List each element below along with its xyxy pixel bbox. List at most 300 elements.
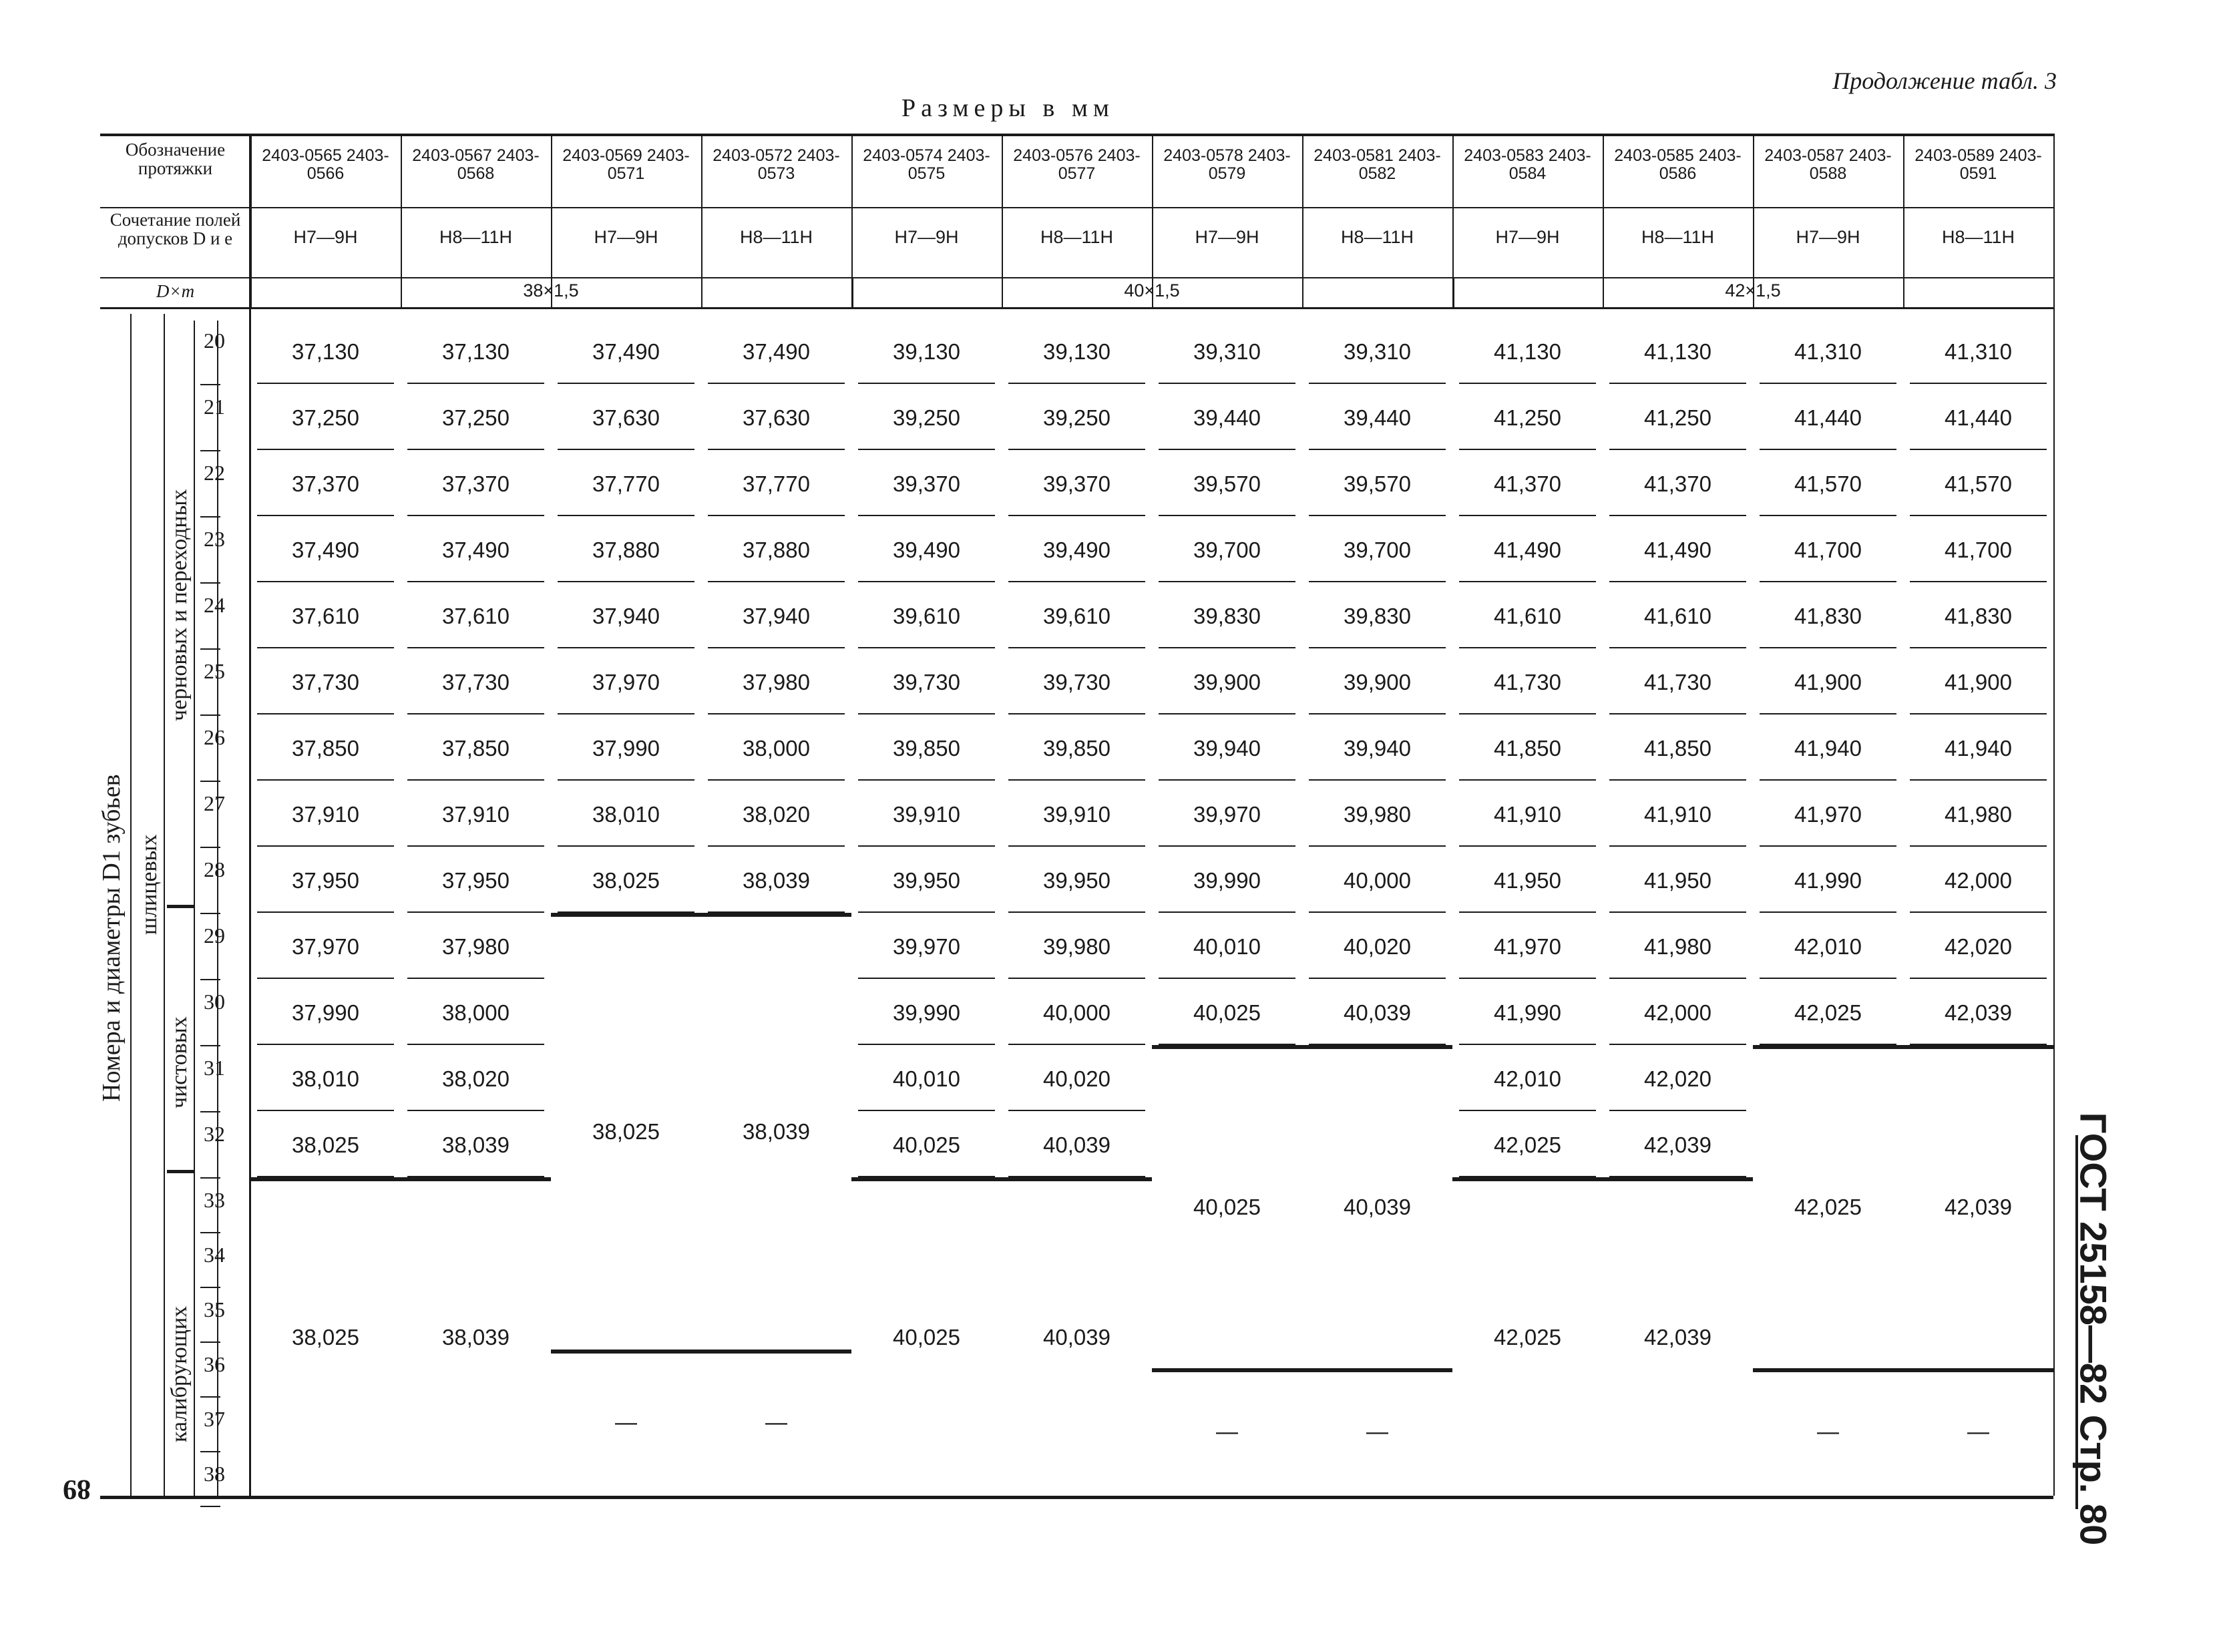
table-bottom-rule xyxy=(100,1496,2053,1499)
tooth-rule xyxy=(200,1396,220,1398)
data-cell: 41,900 xyxy=(1794,670,1862,694)
step-boundary xyxy=(1302,1045,1452,1049)
data-cell: 37,770 xyxy=(592,471,660,496)
cell-rule xyxy=(1008,713,1145,714)
data-cell: 39,910 xyxy=(893,802,960,827)
data-cell: 37,950 xyxy=(442,868,510,893)
cell-rule xyxy=(1159,713,1295,714)
data-cell: 41,910 xyxy=(1494,802,1561,827)
cell-rule xyxy=(1159,449,1295,450)
designation-code: 2403-0565 2403-0566 xyxy=(262,146,389,183)
data-cell: 42,000 xyxy=(1945,868,2012,893)
cell-rule xyxy=(1459,1110,1596,1111)
data-cell: 42,039 xyxy=(1644,1132,1711,1157)
cell-rule xyxy=(257,1110,394,1111)
cell-rule xyxy=(407,779,544,781)
data-cell: 37,130 xyxy=(442,339,510,364)
merged-cell: 40,025 xyxy=(893,1324,960,1350)
header-rule xyxy=(100,307,2053,309)
data-cell: 39,610 xyxy=(893,604,960,628)
data-cell: 39,440 xyxy=(1193,405,1261,430)
data-cell: 42,020 xyxy=(1945,934,2012,959)
cell-rule xyxy=(1459,647,1596,648)
cell-rule xyxy=(558,383,694,384)
cell-rule xyxy=(858,581,995,582)
data-cell: 39,250 xyxy=(1043,405,1110,430)
tooth-rule xyxy=(200,1111,220,1112)
cell-rule xyxy=(407,581,544,582)
data-cell: 40,020 xyxy=(1043,1066,1110,1091)
dxm-group: 38×1,5 xyxy=(523,280,579,300)
tolerance-value: H7—9H xyxy=(1796,227,1860,247)
data-cell: 41,730 xyxy=(1644,670,1711,694)
cell-rule xyxy=(558,845,694,847)
cell-rule xyxy=(407,647,544,648)
step-boundary xyxy=(1903,1045,2053,1049)
cell-rule xyxy=(407,845,544,847)
step-boundary xyxy=(250,1177,401,1181)
data-cell: 37,970 xyxy=(592,670,660,694)
data-cell: 39,980 xyxy=(1043,934,1110,959)
cell-rule xyxy=(1910,713,2047,714)
cell-rule xyxy=(1910,581,2047,582)
units-caption: Размеры в мм xyxy=(901,94,1115,122)
header-top-rule xyxy=(100,134,2053,136)
tooth-rule xyxy=(200,979,220,980)
data-cell: 37,250 xyxy=(442,405,510,430)
header-rule xyxy=(100,207,2053,208)
cell-rule xyxy=(1159,779,1295,781)
data-cell: 39,310 xyxy=(1344,339,1411,364)
data-cell: 41,570 xyxy=(1945,471,2012,496)
data-cell: 39,950 xyxy=(1043,868,1110,893)
cell-rule xyxy=(1459,449,1596,450)
data-cell: 38,000 xyxy=(743,736,810,761)
data-cell: 41,980 xyxy=(1644,934,1711,959)
cell-rule xyxy=(257,1044,394,1045)
tooth-number: 31 xyxy=(204,1056,225,1080)
data-cell: 41,310 xyxy=(1794,339,1862,364)
group-rough-label: черновых и переходных xyxy=(167,489,192,721)
cell-rule xyxy=(1459,845,1596,847)
data-cell: 39,310 xyxy=(1193,339,1261,364)
step-boundary xyxy=(401,1177,551,1181)
group-separator xyxy=(167,905,194,908)
data-cell: 39,940 xyxy=(1193,736,1261,761)
cell-rule xyxy=(858,449,995,450)
step-boundary xyxy=(1152,1368,1302,1372)
step-boundary xyxy=(1903,1368,2053,1372)
tooth-rule xyxy=(200,450,220,451)
label-rule xyxy=(164,314,165,1496)
cell-rule xyxy=(708,383,845,384)
dash-cell: — xyxy=(1967,1418,1989,1444)
data-cell: 37,370 xyxy=(442,471,510,496)
data-cell: 39,440 xyxy=(1344,405,1411,430)
data-cell: 37,970 xyxy=(292,934,359,959)
data-cell: 37,980 xyxy=(743,670,810,694)
data-cell: 41,970 xyxy=(1794,802,1862,827)
cell-rule xyxy=(858,515,995,516)
merged-cell: 38,039 xyxy=(743,1119,810,1144)
step-boundary xyxy=(1002,1177,1152,1181)
data-cell: 41,950 xyxy=(1644,868,1711,893)
data-cell: 39,610 xyxy=(1043,604,1110,628)
data-cell: 39,970 xyxy=(893,934,960,959)
cell-rule xyxy=(1910,978,2047,979)
step-boundary xyxy=(701,1350,851,1354)
cell-rule xyxy=(1008,383,1145,384)
tooth-rule xyxy=(200,1177,220,1179)
tolerance-value: H7—9H xyxy=(1195,227,1259,247)
tooth-number: 35 xyxy=(204,1297,225,1321)
data-cell: 37,990 xyxy=(292,1000,359,1025)
data-cell: 41,440 xyxy=(1945,405,2012,430)
cell-rule xyxy=(1459,515,1596,516)
designation-label: Обозначение протяжки xyxy=(125,140,226,178)
designation-code: 2403-0569 2403-0571 xyxy=(562,146,690,183)
data-cell: 41,990 xyxy=(1794,868,1862,893)
axis-label: Номера и диаметры D1 зубьев xyxy=(97,774,126,1102)
data-cell: 41,130 xyxy=(1644,339,1711,364)
designation-code: 2403-0587 2403-0588 xyxy=(1764,146,1892,183)
cell-rule xyxy=(1459,383,1596,384)
designation-code: 2403-0567 2403-0568 xyxy=(412,146,540,183)
data-cell: 37,490 xyxy=(592,339,660,364)
designation-code: 2403-0578 2403-0579 xyxy=(1163,146,1291,183)
merged-cell: 42,039 xyxy=(1644,1324,1711,1350)
data-cell: 41,570 xyxy=(1794,471,1862,496)
data-cell: 40,039 xyxy=(1344,1000,1411,1025)
data-cell: 37,850 xyxy=(442,736,510,761)
data-cell: 37,770 xyxy=(743,471,810,496)
merged-cell: 38,025 xyxy=(292,1324,359,1350)
designation-code: 2403-0576 2403-0577 xyxy=(1013,146,1141,183)
step-boundary xyxy=(851,1177,1002,1181)
designation-code: 2403-0574 2403-0575 xyxy=(863,146,990,183)
data-cell: 39,850 xyxy=(893,736,960,761)
tooth-number: 30 xyxy=(204,990,225,1014)
data-cell: 41,940 xyxy=(1794,736,1862,761)
cell-rule xyxy=(1309,713,1446,714)
tooth-number: 33 xyxy=(204,1188,225,1212)
cell-rule xyxy=(1159,647,1295,648)
tolerance-value: H8—11H xyxy=(1641,227,1715,247)
tooth-rule xyxy=(200,1232,220,1233)
cell-rule xyxy=(858,845,995,847)
data-cell: 41,490 xyxy=(1494,538,1561,562)
cell-rule xyxy=(858,1110,995,1111)
tooth-rule xyxy=(200,1506,220,1507)
tooth-number: 29 xyxy=(204,923,225,948)
data-cell: 40,025 xyxy=(893,1132,960,1157)
merged-cell: 40,039 xyxy=(1344,1195,1411,1219)
dash-cell: — xyxy=(1216,1418,1238,1444)
cell-rule xyxy=(708,779,845,781)
data-cell: 39,940 xyxy=(1344,736,1411,761)
data-cell: 41,910 xyxy=(1644,802,1711,827)
data-cell: 41,830 xyxy=(1945,604,2012,628)
dxm-group: 42×1,5 xyxy=(1725,280,1781,300)
cell-rule xyxy=(1760,515,1896,516)
cell-rule xyxy=(257,911,394,913)
cell-rule xyxy=(1910,647,2047,648)
step-boundary xyxy=(551,913,701,917)
data-cell: 38,000 xyxy=(442,1000,510,1025)
tooth-number: 20 xyxy=(204,329,225,353)
data-cell: 42,025 xyxy=(1494,1132,1561,1157)
cell-rule xyxy=(257,713,394,714)
group-finish-label: чистовых xyxy=(167,1016,192,1108)
cell-rule xyxy=(1760,911,1896,913)
merged-cell: 38,039 xyxy=(442,1324,510,1350)
tolerance-label: Сочетание полей допусков D и e xyxy=(110,210,241,248)
data-cell: 39,900 xyxy=(1193,670,1261,694)
cell-rule xyxy=(1609,978,1746,979)
cell-rule xyxy=(1459,713,1596,714)
cell-rule xyxy=(1609,383,1746,384)
cell-rule xyxy=(1008,647,1145,648)
step-boundary xyxy=(701,913,851,917)
cell-rule xyxy=(1459,779,1596,781)
data-cell: 37,630 xyxy=(592,405,660,430)
data-cell: 37,370 xyxy=(292,471,359,496)
cell-rule xyxy=(1309,779,1446,781)
cell-rule xyxy=(1309,911,1446,913)
tooth-rule xyxy=(200,582,220,584)
step-boundary xyxy=(1452,1177,1603,1181)
data-cell: 39,570 xyxy=(1344,471,1411,496)
designation-code: 2403-0585 2403-0586 xyxy=(1614,146,1742,183)
cell-rule xyxy=(708,581,845,582)
cell-rule xyxy=(558,515,694,516)
cell-rule xyxy=(858,647,995,648)
tooth-rule xyxy=(200,648,220,650)
cell-rule xyxy=(858,713,995,714)
merged-cell: 42,039 xyxy=(1945,1195,2012,1219)
cell-rule xyxy=(708,449,845,450)
data-cell: 41,370 xyxy=(1644,471,1711,496)
data-cell: 41,700 xyxy=(1945,538,2012,562)
step-boundary xyxy=(551,1350,701,1354)
data-cell: 37,630 xyxy=(743,405,810,430)
data-cell: 38,025 xyxy=(292,1132,359,1157)
tooth-number: 38 xyxy=(204,1462,225,1486)
cell-rule xyxy=(407,449,544,450)
cell-rule xyxy=(1760,779,1896,781)
tooth-number: 24 xyxy=(204,593,225,617)
tooth-rule xyxy=(200,516,220,518)
tooth-rule xyxy=(200,1045,220,1046)
cell-rule xyxy=(1008,581,1145,582)
dash-cell: — xyxy=(1817,1418,1839,1444)
data-cell: 38,025 xyxy=(592,868,660,893)
data-cell: 37,980 xyxy=(442,934,510,959)
cell-rule xyxy=(257,978,394,979)
group-rule xyxy=(1452,277,1454,307)
cell-rule xyxy=(1609,581,1746,582)
cell-rule xyxy=(1609,713,1746,714)
data-cell: 39,950 xyxy=(893,868,960,893)
cell-rule xyxy=(1309,449,1446,450)
data-cell: 41,250 xyxy=(1644,405,1711,430)
cell-rule xyxy=(407,1044,544,1045)
data-cell: 41,250 xyxy=(1494,405,1561,430)
data-cell: 42,039 xyxy=(1945,1000,2012,1025)
dash-cell: — xyxy=(615,1409,637,1434)
cell-rule xyxy=(1910,845,2047,847)
data-cell: 40,000 xyxy=(1043,1000,1110,1025)
data-cell: 39,370 xyxy=(1043,471,1110,496)
cell-rule xyxy=(1760,449,1896,450)
tolerance-value: H8—11H xyxy=(439,227,513,247)
cell-rule xyxy=(1459,978,1596,979)
data-cell: 41,610 xyxy=(1494,604,1561,628)
data-cell: 41,970 xyxy=(1494,934,1561,959)
data-cell: 38,010 xyxy=(292,1066,359,1091)
data-cell: 39,250 xyxy=(893,405,960,430)
group-separator xyxy=(167,1170,194,1173)
data-cell: 37,940 xyxy=(592,604,660,628)
data-cell: 37,490 xyxy=(292,538,359,562)
cell-rule xyxy=(1760,647,1896,648)
data-cell: 42,000 xyxy=(1644,1000,1711,1025)
cell-rule xyxy=(708,647,845,648)
data-cell: 37,850 xyxy=(292,736,359,761)
data-cell: 37,250 xyxy=(292,405,359,430)
cell-rule xyxy=(858,911,995,913)
cell-rule xyxy=(1008,978,1145,979)
cell-rule xyxy=(858,779,995,781)
group-splined-label: шлицевых xyxy=(137,834,162,935)
cell-rule xyxy=(558,779,694,781)
label-rule xyxy=(194,321,195,1496)
merged-cell: 40,025 xyxy=(1193,1195,1261,1219)
data-cell: 42,010 xyxy=(1494,1066,1561,1091)
cell-rule xyxy=(407,978,544,979)
data-cell: 39,730 xyxy=(1043,670,1110,694)
data-cell: 41,440 xyxy=(1794,405,1862,430)
page-number: 89 xyxy=(63,1474,91,1504)
tooth-number: 22 xyxy=(204,461,225,485)
tooth-number: 27 xyxy=(204,791,225,815)
tooth-rule xyxy=(200,384,220,385)
merged-cell: 40,039 xyxy=(1043,1324,1110,1350)
data-cell: 37,990 xyxy=(592,736,660,761)
cell-rule xyxy=(407,1110,544,1111)
cell-rule xyxy=(1609,515,1746,516)
label-rule xyxy=(130,314,132,1496)
tolerance-value: H8—11H xyxy=(1040,227,1114,247)
data-cell: 37,610 xyxy=(292,604,359,628)
tolerance-value: H7—9H xyxy=(894,227,959,247)
cell-rule xyxy=(257,383,394,384)
group-rule xyxy=(851,277,853,307)
data-cell: 39,910 xyxy=(1043,802,1110,827)
step-boundary xyxy=(1753,1368,1903,1372)
step-boundary xyxy=(1302,1368,1452,1372)
cell-rule xyxy=(1008,1110,1145,1111)
data-cell: 37,130 xyxy=(292,339,359,364)
data-cell: 42,010 xyxy=(1794,934,1862,959)
cell-rule xyxy=(1760,713,1896,714)
data-cell: 41,950 xyxy=(1494,868,1561,893)
cell-rule xyxy=(1159,383,1295,384)
dash-cell: — xyxy=(765,1409,787,1434)
cell-rule xyxy=(1609,1110,1746,1111)
data-cell: 39,130 xyxy=(1043,339,1110,364)
tooth-rule xyxy=(200,781,220,782)
designation-code: 2403-0572 2403-0573 xyxy=(713,146,840,183)
data-cell: 41,850 xyxy=(1644,736,1711,761)
data-cell: 41,730 xyxy=(1494,670,1561,694)
tolerance-value: H7—9H xyxy=(594,227,658,247)
tooth-rule xyxy=(200,913,220,914)
cell-rule xyxy=(1760,845,1896,847)
cell-rule xyxy=(1609,845,1746,847)
cell-rule xyxy=(858,978,995,979)
data-cell: 37,730 xyxy=(442,670,510,694)
cell-rule xyxy=(1459,911,1596,913)
cell-rule xyxy=(407,713,544,714)
cell-rule xyxy=(1309,845,1446,847)
data-cell: 39,570 xyxy=(1193,471,1261,496)
data-cell: 40,039 xyxy=(1043,1132,1110,1157)
data-cell: 39,730 xyxy=(893,670,960,694)
data-cell: 39,490 xyxy=(893,538,960,562)
cell-rule xyxy=(1008,1044,1145,1045)
data-cell: 40,000 xyxy=(1344,868,1411,893)
cell-rule xyxy=(257,845,394,847)
cell-rule xyxy=(1459,1044,1596,1045)
data-cell: 37,940 xyxy=(743,604,810,628)
data-cell: 37,880 xyxy=(743,538,810,562)
data-cell: 41,310 xyxy=(1945,339,2012,364)
gost-reference: ГОСТ 25158—82 Стр. 80 xyxy=(2072,1112,2115,1546)
continuation-caption: Продолжение табл. 3 xyxy=(1832,67,2057,94)
cell-rule xyxy=(858,1044,995,1045)
data-cell: 41,980 xyxy=(1945,802,2012,827)
cell-rule xyxy=(1609,449,1746,450)
tolerance-value: H8—11H xyxy=(1340,227,1414,247)
data-cell: 38,020 xyxy=(442,1066,510,1091)
cell-rule xyxy=(407,911,544,913)
data-cell: 37,910 xyxy=(292,802,359,827)
data-cell: 38,020 xyxy=(743,802,810,827)
data-cell: 41,610 xyxy=(1644,604,1711,628)
tooth-rule xyxy=(200,1341,220,1343)
cell-rule xyxy=(708,713,845,714)
cell-rule xyxy=(1609,779,1746,781)
data-cell: 41,900 xyxy=(1945,670,2012,694)
tooth-rule xyxy=(200,1451,220,1452)
data-cell: 37,910 xyxy=(442,802,510,827)
cell-rule xyxy=(1159,845,1295,847)
data-cell: 39,130 xyxy=(893,339,960,364)
dxm-group: 40×1,5 xyxy=(1124,280,1180,300)
cell-rule xyxy=(1609,911,1746,913)
data-cell: 37,490 xyxy=(442,538,510,562)
data-cell: 41,130 xyxy=(1494,339,1561,364)
cell-rule xyxy=(1910,449,2047,450)
designation-code: 2403-0583 2403-0584 xyxy=(1464,146,1591,183)
data-cell: 41,700 xyxy=(1794,538,1862,562)
cell-rule xyxy=(1609,647,1746,648)
data-cell: 42,025 xyxy=(1794,1000,1862,1025)
data-cell: 38,039 xyxy=(743,868,810,893)
data-cell: 40,010 xyxy=(893,1066,960,1091)
cell-rule xyxy=(257,581,394,582)
